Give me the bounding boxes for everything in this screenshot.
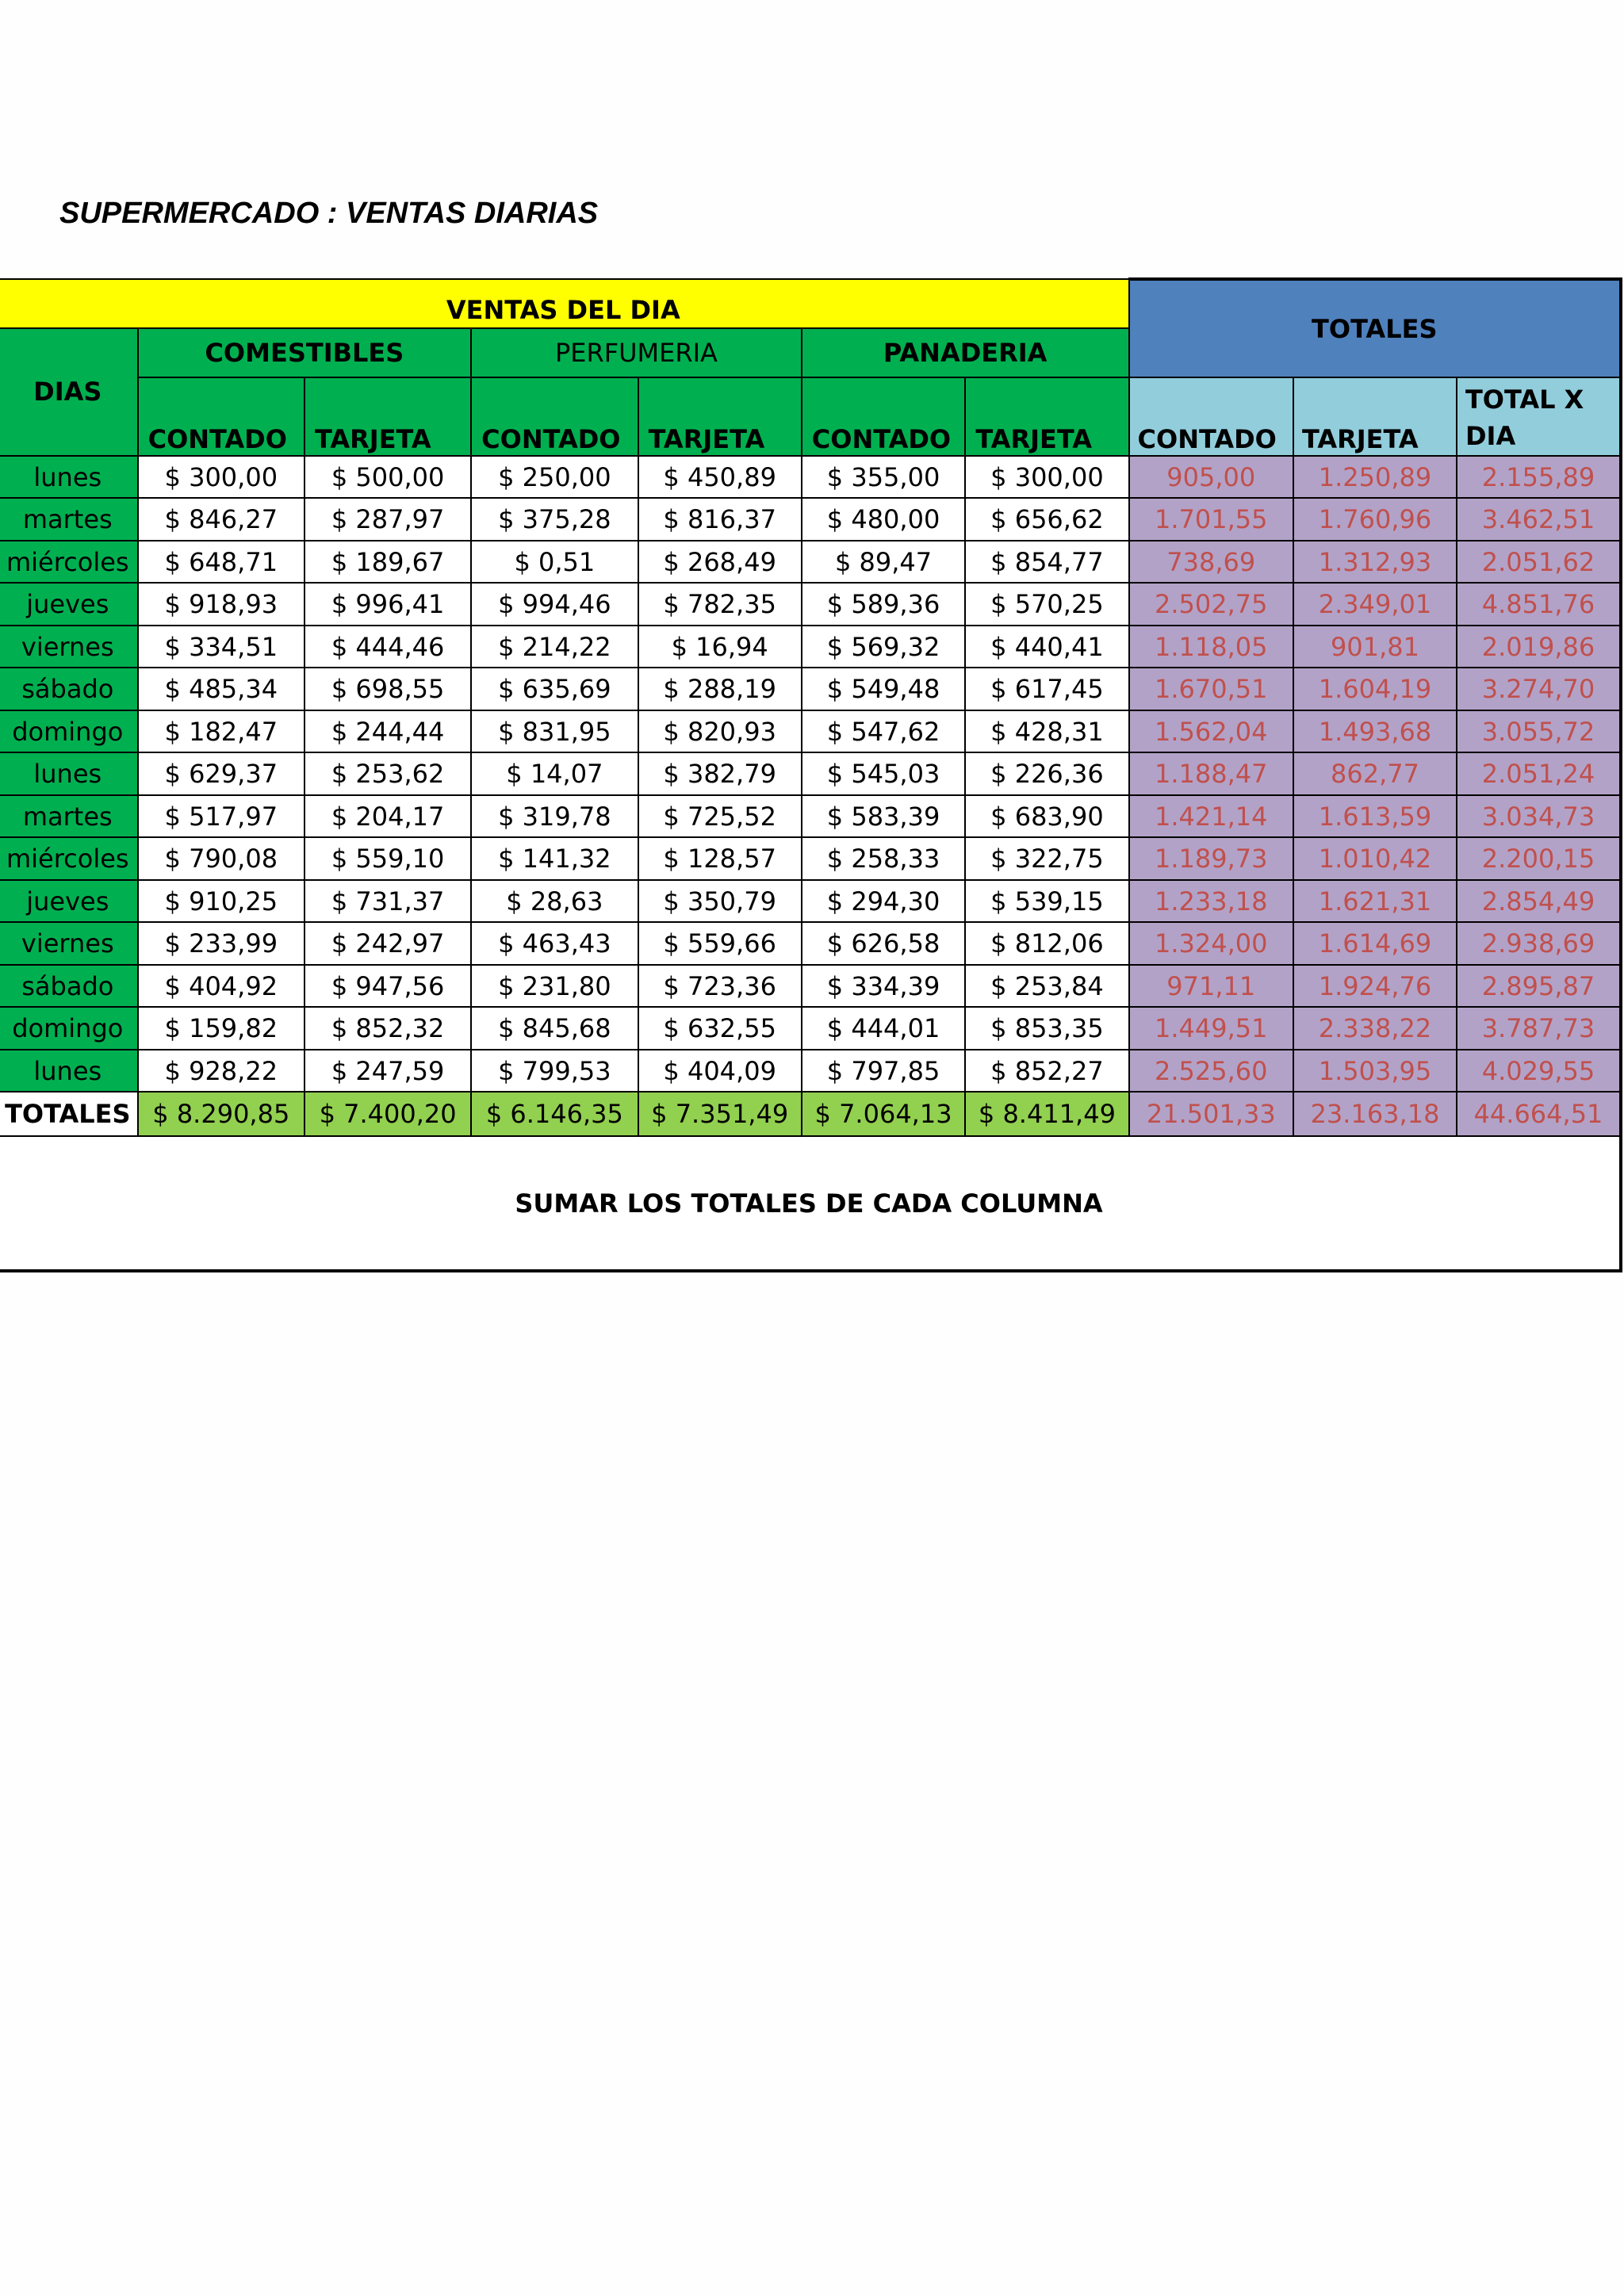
- totals-label: TOTALES: [0, 1092, 138, 1136]
- value-cell: $ 648,71: [138, 541, 304, 584]
- total-cell: 1.670,51: [1129, 668, 1293, 710]
- header-panaderia: PANADERIA: [802, 328, 1129, 377]
- value-cell: $ 816,37: [638, 498, 802, 541]
- total-cell: 2.019,86: [1457, 626, 1621, 668]
- total-cell: 1.701,55: [1129, 498, 1293, 541]
- value-cell: $ 632,55: [638, 1007, 802, 1050]
- value-cell: $ 583,39: [802, 795, 966, 838]
- total-cell: 2.938,69: [1457, 922, 1621, 965]
- day-cell: domingo: [0, 1007, 138, 1050]
- value-cell: $ 545,03: [802, 752, 966, 795]
- table-row: [0, 1050, 1621, 1093]
- value-cell: $ 947,56: [304, 965, 471, 1008]
- value-cell: $ 253,84: [965, 965, 1128, 1008]
- total-cell: 2.155,89: [1457, 456, 1621, 499]
- value-cell: $ 683,90: [965, 795, 1128, 838]
- day-cell: domingo: [0, 710, 138, 753]
- header-totales: TOTALES: [1129, 279, 1621, 377]
- day-cell: lunes: [0, 1050, 138, 1093]
- total-cell: 1.614,69: [1293, 922, 1457, 965]
- day-cell: lunes: [0, 456, 138, 499]
- value-cell: $ 28,63: [471, 880, 638, 923]
- total-cell: 1.562,04: [1129, 710, 1293, 753]
- table-row: [0, 456, 1621, 499]
- total-cell: 1.233,18: [1129, 880, 1293, 923]
- value-cell: $ 355,00: [802, 456, 966, 499]
- value-cell: $ 723,36: [638, 965, 802, 1008]
- day-cell: miércoles: [0, 837, 138, 880]
- value-cell: $ 463,43: [471, 922, 638, 965]
- day-cell: sábado: [0, 965, 138, 1008]
- day-cell: sábado: [0, 668, 138, 710]
- total-cell: 1.503,95: [1293, 1050, 1457, 1093]
- value-cell: $ 559,10: [304, 837, 471, 880]
- value-cell: $ 485,34: [138, 668, 304, 710]
- value-cell: $ 725,52: [638, 795, 802, 838]
- value-cell: $ 440,41: [965, 626, 1128, 668]
- total-cell: 2.051,62: [1457, 541, 1621, 584]
- total-cell: 738,69: [1129, 541, 1293, 584]
- header-perfumeria-tarjeta: TARJETA: [638, 377, 802, 456]
- day-cell: jueves: [0, 880, 138, 923]
- value-cell: $ 517,97: [138, 795, 304, 838]
- value-cell: $ 996,41: [304, 583, 471, 626]
- value-cell: $ 852,27: [965, 1050, 1128, 1093]
- table-row: [0, 541, 1621, 584]
- total-cell: 3.787,73: [1457, 1007, 1621, 1050]
- total-cell: 1.621,31: [1293, 880, 1457, 923]
- table-row: [0, 837, 1621, 880]
- total-cell: 1.613,59: [1293, 795, 1457, 838]
- day-cell: viernes: [0, 626, 138, 668]
- table-row: [0, 965, 1621, 1008]
- total-cell: 1.493,68: [1293, 710, 1457, 753]
- table-row: [0, 752, 1621, 795]
- header-panaderia-contado: CONTADO: [802, 377, 966, 456]
- total-cell: 971,11: [1129, 965, 1293, 1008]
- total-cell: 2.200,15: [1457, 837, 1621, 880]
- value-cell: $ 846,27: [138, 498, 304, 541]
- total-cell: 1.118,05: [1129, 626, 1293, 668]
- value-cell: $ 450,89: [638, 456, 802, 499]
- value-cell: $ 253,62: [304, 752, 471, 795]
- total-cell: 2.502,75: [1129, 583, 1293, 626]
- total-cell: 3.274,70: [1457, 668, 1621, 710]
- total-cell: 1.449,51: [1129, 1007, 1293, 1050]
- header-totales-contado: CONTADO: [1129, 377, 1293, 456]
- value-cell: $ 322,75: [965, 837, 1128, 880]
- column-total-cell: $ 6.146,35: [471, 1092, 638, 1136]
- value-cell: $ 812,06: [965, 922, 1128, 965]
- value-cell: $ 635,69: [471, 668, 638, 710]
- instruction-note: SUMAR LOS TOTALES DE CADA COLUMNA: [0, 1136, 1621, 1271]
- sales-table: [0, 277, 1622, 1272]
- value-cell: $ 247,59: [304, 1050, 471, 1093]
- header-totales-tarjeta: TARJETA: [1293, 377, 1457, 456]
- total-cell: 2.895,87: [1457, 965, 1621, 1008]
- column-total-cell: $ 7.351,49: [638, 1092, 802, 1136]
- value-cell: $ 782,35: [638, 583, 802, 626]
- header-dias: DIAS: [0, 328, 138, 456]
- value-cell: $ 294,30: [802, 880, 966, 923]
- column-total-cell: $ 8.290,85: [138, 1092, 304, 1136]
- header-ventas-del-dia: VENTAS DEL DIA: [0, 279, 1129, 328]
- day-cell: jueves: [0, 583, 138, 626]
- day-cell: martes: [0, 498, 138, 541]
- value-cell: $ 731,37: [304, 880, 471, 923]
- value-cell: $ 617,45: [965, 668, 1128, 710]
- total-cell: 905,00: [1129, 456, 1293, 499]
- value-cell: $ 404,92: [138, 965, 304, 1008]
- header-total-x-dia: TOTAL X DIA: [1457, 377, 1621, 456]
- value-cell: $ 629,37: [138, 752, 304, 795]
- total-cell: 1.324,00: [1129, 922, 1293, 965]
- value-cell: $ 626,58: [802, 922, 966, 965]
- total-cell: 1.421,14: [1129, 795, 1293, 838]
- total-cell: 2.338,22: [1293, 1007, 1457, 1050]
- column-total-cell: $ 7.064,13: [802, 1092, 966, 1136]
- value-cell: $ 300,00: [138, 456, 304, 499]
- total-cell: 1.188,47: [1129, 752, 1293, 795]
- value-cell: $ 549,48: [802, 668, 966, 710]
- table-row: [0, 880, 1621, 923]
- table-row: [0, 795, 1621, 838]
- column-total-cell: $ 8.411,49: [965, 1092, 1128, 1136]
- table-row: [0, 922, 1621, 965]
- value-cell: $ 480,00: [802, 498, 966, 541]
- total-cell: 2.525,60: [1129, 1050, 1293, 1093]
- header-comestibles-contado: CONTADO: [138, 377, 304, 456]
- grand-total-cell: 23.163,18: [1293, 1092, 1457, 1136]
- table-row: [0, 626, 1621, 668]
- value-cell: $ 159,82: [138, 1007, 304, 1050]
- day-cell: miércoles: [0, 541, 138, 584]
- total-cell: 3.055,72: [1457, 710, 1621, 753]
- value-cell: $ 233,99: [138, 922, 304, 965]
- day-cell: martes: [0, 795, 138, 838]
- value-cell: $ 0,51: [471, 541, 638, 584]
- total-cell: 3.034,73: [1457, 795, 1621, 838]
- value-cell: $ 382,79: [638, 752, 802, 795]
- value-cell: $ 141,32: [471, 837, 638, 880]
- value-cell: $ 334,39: [802, 965, 966, 1008]
- value-cell: $ 569,32: [802, 626, 966, 668]
- total-cell: 4.851,76: [1457, 583, 1621, 626]
- table-row: [0, 583, 1621, 626]
- value-cell: $ 994,46: [471, 583, 638, 626]
- total-cell: 1.010,42: [1293, 837, 1457, 880]
- value-cell: $ 910,25: [138, 880, 304, 923]
- value-cell: $ 214,22: [471, 626, 638, 668]
- value-cell: $ 918,93: [138, 583, 304, 626]
- value-cell: $ 854,77: [965, 541, 1128, 584]
- value-cell: $ 16,94: [638, 626, 802, 668]
- value-cell: $ 570,25: [965, 583, 1128, 626]
- day-cell: lunes: [0, 752, 138, 795]
- sheet-title: SUPERMERCADO : VENTAS DIARIAS: [59, 197, 599, 230]
- value-cell: $ 589,36: [802, 583, 966, 626]
- value-cell: $ 250,00: [471, 456, 638, 499]
- table-row: [0, 1007, 1621, 1050]
- total-cell: 2.051,24: [1457, 752, 1621, 795]
- value-cell: $ 547,62: [802, 710, 966, 753]
- value-cell: $ 375,28: [471, 498, 638, 541]
- table-row: [0, 498, 1621, 541]
- value-cell: $ 226,36: [965, 752, 1128, 795]
- value-cell: $ 288,19: [638, 668, 802, 710]
- value-cell: $ 852,32: [304, 1007, 471, 1050]
- value-cell: $ 444,01: [802, 1007, 966, 1050]
- value-cell: $ 242,97: [304, 922, 471, 965]
- total-cell: 4.029,55: [1457, 1050, 1621, 1093]
- total-cell: 1.924,76: [1293, 965, 1457, 1008]
- value-cell: $ 790,08: [138, 837, 304, 880]
- table-row: [0, 710, 1621, 753]
- value-cell: $ 500,00: [304, 456, 471, 499]
- total-cell: 2.349,01: [1293, 583, 1457, 626]
- value-cell: $ 244,44: [304, 710, 471, 753]
- value-cell: $ 404,09: [638, 1050, 802, 1093]
- value-cell: $ 128,57: [638, 837, 802, 880]
- value-cell: $ 928,22: [138, 1050, 304, 1093]
- value-cell: $ 89,47: [802, 541, 966, 584]
- value-cell: $ 845,68: [471, 1007, 638, 1050]
- value-cell: $ 444,46: [304, 626, 471, 668]
- header-perfumeria: PERFUMERIA: [471, 328, 802, 377]
- value-cell: $ 831,95: [471, 710, 638, 753]
- value-cell: $ 182,47: [138, 710, 304, 753]
- value-cell: $ 698,55: [304, 668, 471, 710]
- value-cell: $ 656,62: [965, 498, 1128, 541]
- table-row: [0, 668, 1621, 710]
- day-cell: viernes: [0, 922, 138, 965]
- value-cell: $ 350,79: [638, 880, 802, 923]
- value-cell: $ 14,07: [471, 752, 638, 795]
- value-cell: $ 300,00: [965, 456, 1128, 499]
- value-cell: $ 189,67: [304, 541, 471, 584]
- value-cell: $ 319,78: [471, 795, 638, 838]
- total-cell: 1.189,73: [1129, 837, 1293, 880]
- total-cell: 901,81: [1293, 626, 1457, 668]
- totals-row: [0, 1092, 1621, 1136]
- value-cell: $ 268,49: [638, 541, 802, 584]
- header-comestibles-tarjeta: TARJETA: [304, 377, 471, 456]
- total-cell: 2.854,49: [1457, 880, 1621, 923]
- column-total-cell: $ 7.400,20: [304, 1092, 471, 1136]
- header-panaderia-tarjeta: TARJETA: [965, 377, 1128, 456]
- value-cell: $ 258,33: [802, 837, 966, 880]
- total-cell: 1.250,89: [1293, 456, 1457, 499]
- total-cell: 862,77: [1293, 752, 1457, 795]
- value-cell: $ 428,31: [965, 710, 1128, 753]
- value-cell: $ 853,35: [965, 1007, 1128, 1050]
- value-cell: $ 797,85: [802, 1050, 966, 1093]
- grand-total-cell: 44.664,51: [1457, 1092, 1621, 1136]
- total-cell: 1.604,19: [1293, 668, 1457, 710]
- grand-total-cell: 21.501,33: [1129, 1092, 1293, 1136]
- value-cell: $ 559,66: [638, 922, 802, 965]
- value-cell: $ 204,17: [304, 795, 471, 838]
- total-cell: 1.760,96: [1293, 498, 1457, 541]
- value-cell: $ 231,80: [471, 965, 638, 1008]
- value-cell: $ 539,15: [965, 880, 1128, 923]
- total-cell: 1.312,93: [1293, 541, 1457, 584]
- total-cell: 3.462,51: [1457, 498, 1621, 541]
- header-perfumeria-contado: CONTADO: [471, 377, 638, 456]
- value-cell: $ 799,53: [471, 1050, 638, 1093]
- header-comestibles: COMESTIBLES: [138, 328, 472, 377]
- value-cell: $ 287,97: [304, 498, 471, 541]
- value-cell: $ 334,51: [138, 626, 304, 668]
- value-cell: $ 820,93: [638, 710, 802, 753]
